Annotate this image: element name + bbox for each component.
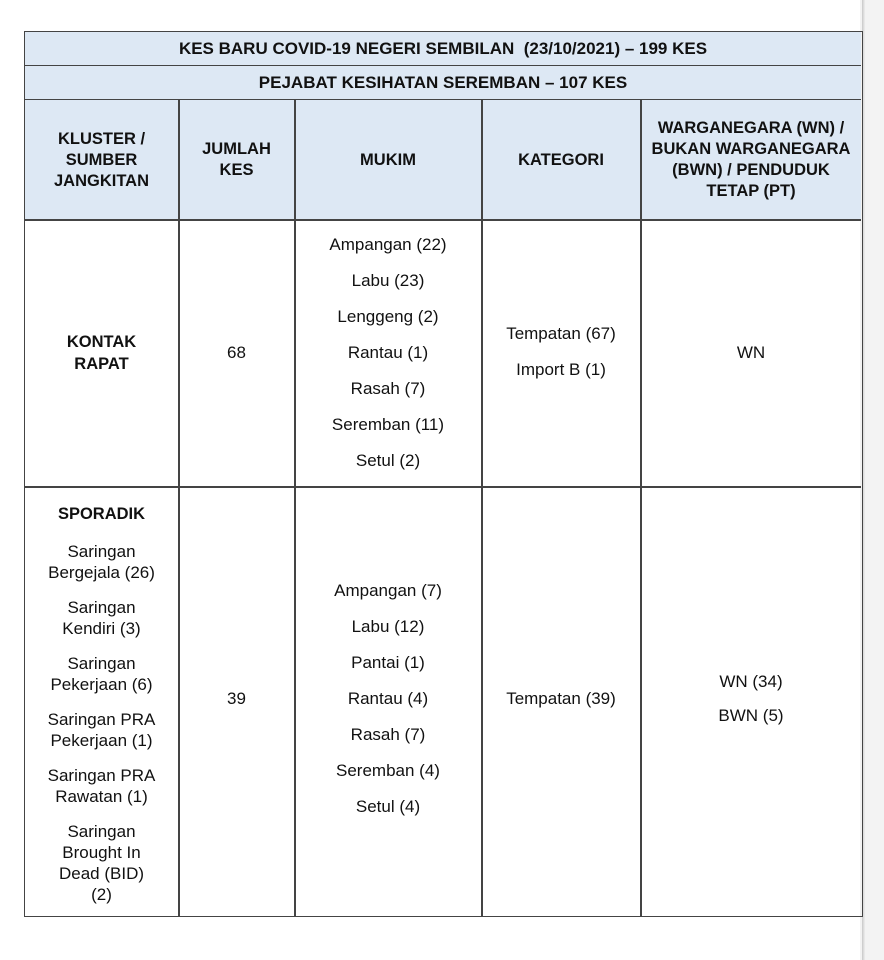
header-jumlah-text: JUMLAH KES xyxy=(202,140,271,179)
sporadik-sub-item: Saringan Bergejala (26) xyxy=(48,542,155,582)
table-title xyxy=(25,32,861,66)
row1-jumlah-text: 68 xyxy=(227,343,246,362)
header-mukim xyxy=(295,100,481,220)
mukim-item: Rasah (7) xyxy=(350,379,426,398)
row2-mukim xyxy=(295,487,481,916)
mukim-item: Setul (4) xyxy=(355,796,421,816)
row2-kluster-text: SPORADIK xyxy=(57,505,146,523)
row2-jumlah xyxy=(179,487,294,916)
divider xyxy=(178,100,180,916)
row2-mukim-list xyxy=(334,573,442,825)
header-kategori-text: KATEGORI xyxy=(518,150,604,169)
mukim-item: Ampangan (22) xyxy=(329,235,447,254)
mukim-item: Pantai (1) xyxy=(351,652,425,672)
header-warganegara xyxy=(641,100,861,220)
mukim-item: Seremban (11) xyxy=(331,415,445,434)
warganegara-item: WN xyxy=(736,343,766,362)
row1-jumlah xyxy=(179,220,294,486)
kategori-item: Import B (1) xyxy=(516,360,606,379)
sporadik-sub-item: Saringan Kendiri (3) xyxy=(62,598,141,638)
covid-cases-table xyxy=(24,31,863,917)
mukim-item: Seremban (4) xyxy=(336,760,440,780)
header-warganegara-text: WARGANEGARA (WN) / BUKAN WARGANEGARA (BWN) / PENDUDUK TETAP (PT) xyxy=(651,119,851,200)
row1-kluster-text: KONTAK RAPAT xyxy=(66,333,137,373)
row1-kategori xyxy=(482,220,640,486)
mukim-item: Rasah (7) xyxy=(350,724,426,744)
header-jumlah xyxy=(179,100,294,220)
warganegara-item: WN (34) xyxy=(719,671,783,691)
header-kategori xyxy=(482,100,640,220)
page-edge-shadow xyxy=(860,0,884,960)
sporadik-sub-item: Saringan Brought In Dead (BID) (2) xyxy=(58,822,145,904)
divider xyxy=(25,219,861,221)
divider xyxy=(640,100,642,916)
row1-mukim-list xyxy=(329,227,446,479)
header-kluster xyxy=(25,100,178,220)
row1-mukim xyxy=(295,220,481,486)
mukim-item: Lenggeng (2) xyxy=(337,307,439,326)
sporadik-sub-item: Saringan PRA Pekerjaan (1) xyxy=(47,710,156,750)
row1-kluster xyxy=(25,220,178,486)
header-mukim-text: MUKIM xyxy=(360,150,416,169)
kategori-item: Tempatan (67) xyxy=(506,324,616,343)
row2-warganegara xyxy=(641,487,861,916)
row2-kluster xyxy=(25,487,178,916)
mukim-item: Rantau (1) xyxy=(347,343,429,362)
sporadik-sub-item: Saringan Pekerjaan (6) xyxy=(50,654,153,694)
table-title-text: KES BARU COVID-19 NEGERI SEMBILAN (23/10/2021) – 199 KES xyxy=(178,38,708,58)
table-subtitle xyxy=(25,66,861,100)
divider xyxy=(481,100,483,916)
mukim-item: Labu (23) xyxy=(351,271,425,290)
row2-jumlah-text: 39 xyxy=(227,688,246,708)
warganegara-item: BWN (5) xyxy=(718,705,784,725)
kategori-item: Tempatan (39) xyxy=(506,688,616,708)
mukim-item: Ampangan (7) xyxy=(334,580,442,600)
divider xyxy=(25,486,861,488)
row2-kategori xyxy=(482,487,640,916)
divider xyxy=(294,100,296,916)
row2-warganegara-list xyxy=(718,665,783,733)
table-subtitle-text: PEJABAT KESIHATAN SEREMBAN – 107 KES xyxy=(258,72,628,92)
mukim-item: Labu (12) xyxy=(351,616,425,636)
sporadik-sub-item: Saringan PRA Rawatan (1) xyxy=(47,766,156,806)
row1-kategori-list xyxy=(506,316,616,388)
row1-warganegara xyxy=(641,220,861,486)
header-kluster-text: KLUSTER / SUMBER JANGKITAN xyxy=(53,129,150,190)
mukim-item: Rantau (4) xyxy=(347,688,429,708)
mukim-item: Setul (2) xyxy=(355,451,421,470)
